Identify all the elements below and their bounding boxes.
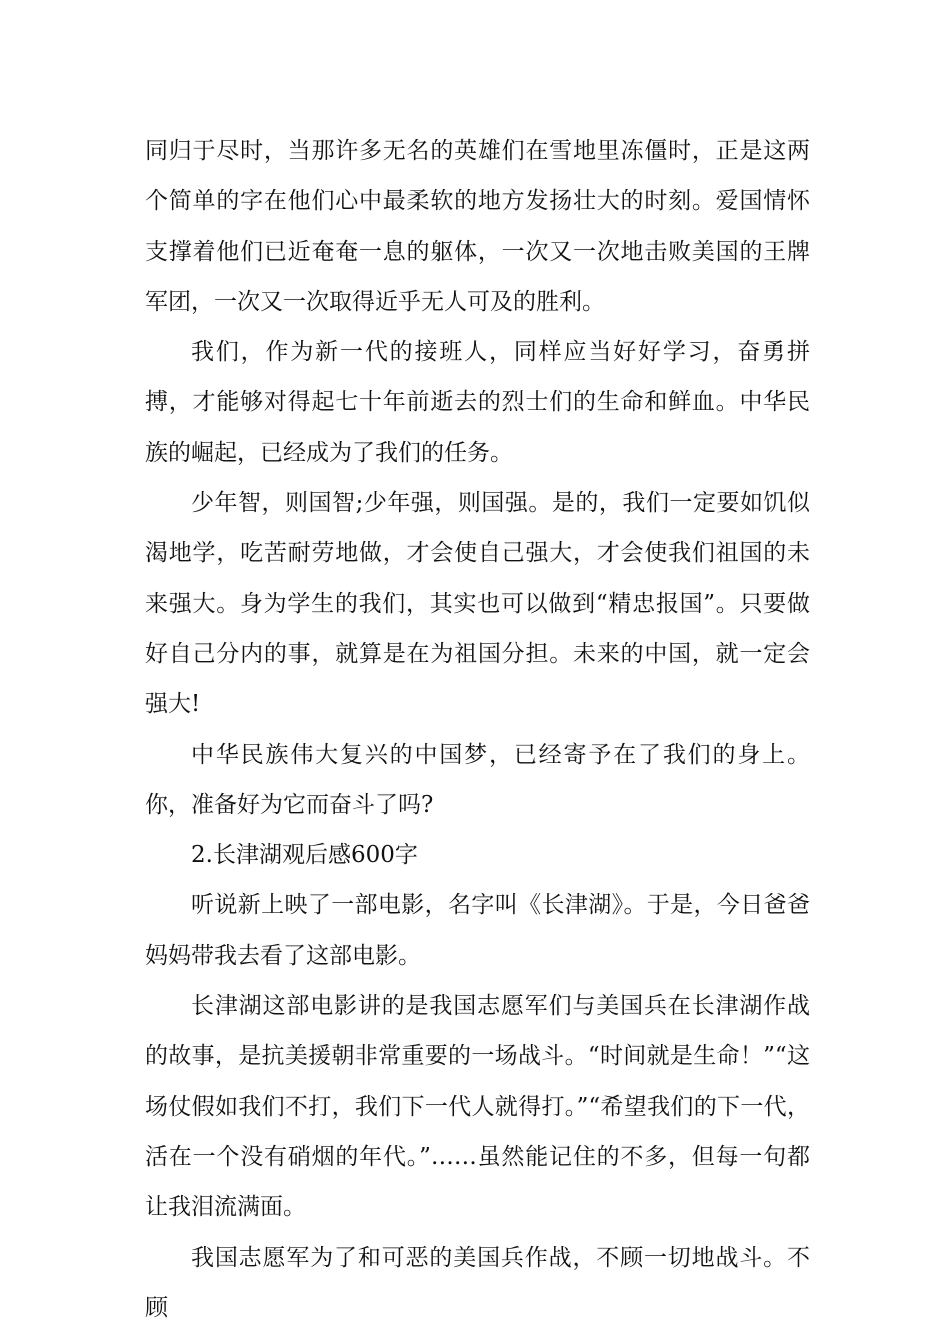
paragraph-movie-story: 长津湖这部电影讲的是我国志愿军们与美国兵在长津湖作战的故事，是抗美援朝非常重要的一场战斗。“时间就是生命！”“这场仗假如我们不打，我们下一代人就得打。”“希望我们的下一代，活在一个没有硝烟的年代。”……虽然能记住的不多，但每一句都让我泪流满面。 (145, 993, 810, 1221)
paragraph-volunteers: 我国志愿军为了和可恶的美国兵作战，不顾一切地战斗。不顾 (145, 1244, 810, 1321)
paragraph-movie-intro: 听说新上映了一部电影，名字叫《长津湖》。于是，今日爸爸妈妈带我去看了这部电影。 (145, 892, 810, 969)
paragraph-continued: 同归于尽时，当那许多无名的英雄们在雪地里冻僵时，正是这两个简单的字在他们心中最柔软的地方发扬壮大的时刻。爱国情怀支撑着他们已近奄奄一息的躯体，一次又一次地击败美国的王牌军团，一次又一次取得近乎无人可及的胜利。 (145, 138, 810, 315)
document-body (145, 126, 810, 1333)
paragraph-youth: 少年智，则国智;少年强，则国强。是的，我们一定要如饥似渴地学，吃苦耐劳地做，才会使自己强大，才会使我们祖国的未来强大。身为学生的我们，其实也可以做到“精忠报国”。只要做好自己分内的事，就算是在为祖国分担。未来的中国，就一定会强大! (145, 490, 810, 718)
paragraph-successors: 我们，作为新一代的接班人，同样应当好好学习，奋勇拼搏，才能够对得起七十年前逝去的烈士们的生命和鲜血。中华民族的崛起，已经成为了我们的任务。 (145, 339, 810, 466)
section-heading: 2.长津湖观后感600字 (191, 842, 418, 869)
paragraph-chinese-dream: 中华民族伟大复兴的中国梦，已经寄予在了我们的身上。你，准备好为它而奋斗了吗? (145, 741, 810, 818)
